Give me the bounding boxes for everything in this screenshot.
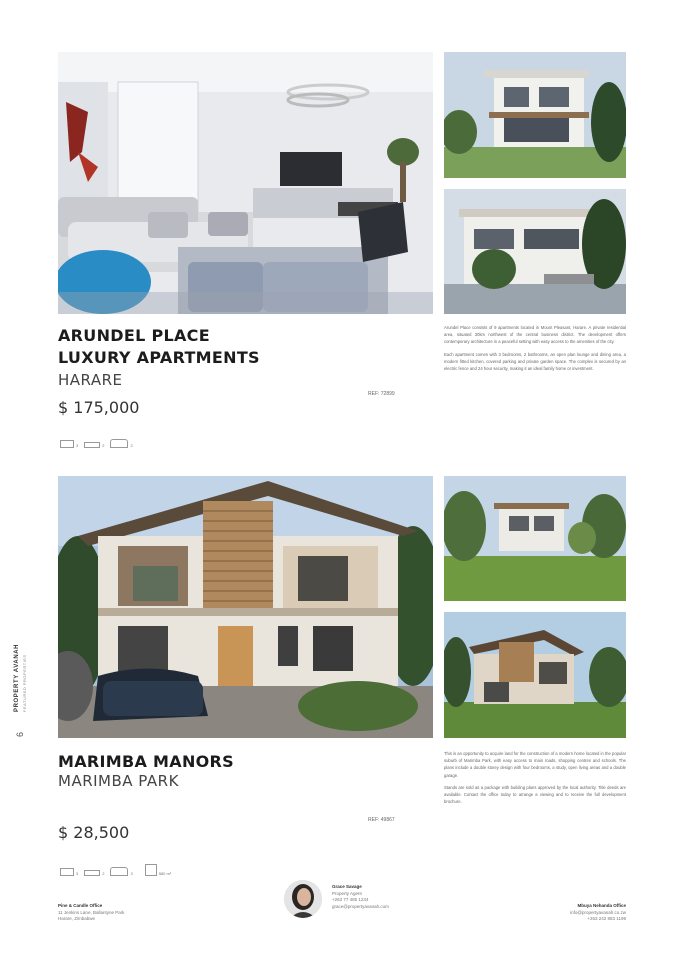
side-label — [12, 590, 30, 740]
bath-icon — [84, 442, 100, 448]
living-room-photo — [58, 52, 433, 314]
area-icon — [145, 864, 157, 876]
listing-2-paragraph: Stands are sold as a package with building plans approved by the local authority. Title deeds are available. Contact the office today to arrange a viewing and to receive the full development brochure. — [444, 784, 626, 805]
bedrooms-feature — [60, 440, 78, 448]
garage-count: 3 — [130, 871, 133, 876]
apartment-exterior-photo-2 — [444, 189, 626, 314]
footer-right-name: Mbuya Nehanda Office — [577, 903, 626, 908]
car-icon — [110, 867, 128, 876]
bathrooms-feature — [84, 870, 104, 876]
listing-1-paragraph: Arundel Place consists of 9 apartments located in Mount Pleasant, Harare. A private residential area, situated 30km northwest of the central business district. The development offers contemporary architecture in a peaceful setting with easy access to the amenities of the city. — [444, 325, 626, 345]
listing-1-title-line1: ARUNDEL PLACE — [58, 326, 210, 345]
listing-1-location: HARARE — [58, 371, 123, 389]
garage-count: 2 — [130, 443, 133, 448]
bedrooms-count: 3 — [76, 443, 79, 448]
listing-1-title-line2: LUXURY APARTMENTS — [58, 348, 260, 367]
side-brand: PROPERTY AVANAH — [14, 643, 20, 712]
listing-2-price: $ 28,500 — [58, 823, 130, 842]
bathrooms-count: 2 — [102, 871, 105, 876]
garage-feature — [110, 439, 132, 448]
footer-right-line2: +263 242 883 1199 — [587, 916, 626, 921]
listing-1-ref: REF: 72899 — [368, 391, 395, 397]
house-garden-photo — [444, 476, 626, 601]
bath-icon — [84, 870, 100, 876]
bathrooms-count: 2 — [102, 443, 105, 448]
page-number: 6 — [15, 731, 25, 737]
agent-phone: +263 77 485 1234 — [332, 897, 369, 902]
side-tagline: FEATURED PROPERTIES — [22, 654, 27, 712]
listing-2-ref: REF: 49867 — [368, 817, 395, 823]
listing-2-location: MARIMBA PARK — [58, 772, 179, 790]
agent-role: Property Agent — [332, 890, 362, 896]
bathrooms-feature — [84, 442, 104, 448]
footer-left-line1: 11 Jenkins Lane, Ballantyne Park — [58, 909, 125, 915]
bedrooms-feature — [60, 868, 78, 876]
footer-left-line2: Harare, Zimbabwe — [58, 916, 96, 921]
footer-right-line1[interactable]: info@propertyavanah.co.zw — [570, 909, 626, 915]
listing-2-description — [444, 750, 626, 810]
agent-name: Grace Savage — [332, 884, 362, 889]
house-side-photo — [444, 612, 626, 738]
footer-left-name: Pine & Candle Office — [58, 903, 103, 908]
agent-email[interactable]: grace@propertyavanah.com — [332, 903, 389, 909]
bed-icon — [60, 868, 74, 876]
listing-2-title: MARIMBA MANORS — [58, 752, 234, 771]
bed-icon — [60, 440, 74, 448]
listing-2-features — [60, 864, 171, 876]
listing-2-paragraph: This is an opportunity to acquire land for the construction of a modern home located in the popular suburb of Marimba Park, with easy access to main roads, shopping centres and schools. The plans include a double storey design with four bedrooms, a study, open living areas and a double garage. — [444, 751, 626, 778]
listing-1-paragraph: Each apartment comes with 3 bedrooms, 2 bathrooms, an open plan lounge and dining area, a modern fitted kitchen, covered parking and private garden space. The complex is secured by an electric fence and 24 hour security, making it an ideal family home or investment. — [444, 351, 626, 372]
area-value: 580 m² — [158, 871, 172, 876]
listing-1-description — [444, 324, 626, 377]
footer-right-office — [496, 903, 626, 923]
listing-1-features — [60, 439, 133, 448]
area-feature — [145, 864, 171, 876]
car-icon — [110, 439, 128, 448]
agent-avatar — [284, 880, 322, 918]
footer-left-office — [58, 903, 198, 923]
garage-feature — [110, 867, 132, 876]
agent-details — [332, 884, 452, 910]
bedrooms-count: 3 — [76, 871, 79, 876]
listing-1-price: $ 175,000 — [58, 398, 140, 417]
house-front-photo — [58, 476, 433, 738]
apartment-exterior-photo-1 — [444, 52, 626, 178]
